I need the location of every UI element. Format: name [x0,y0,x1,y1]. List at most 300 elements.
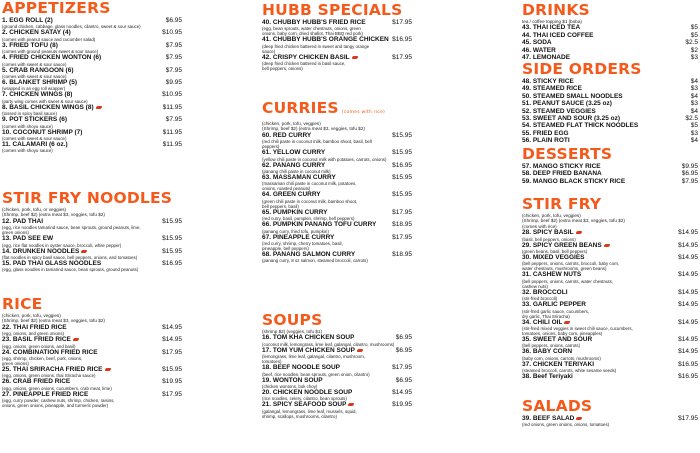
menu-item-name: 15. PAD THAI GLASS NOODLES [2,260,102,268]
menu-item-name: 48. STICKY RICE [522,78,574,85]
menu-item-name: 23. BASIL FRIED RICE [2,336,71,344]
section-header [2,190,182,207]
section-soups [262,312,412,419]
menu-item-price: $16.95 [392,36,412,44]
menu-item-price: $3 [690,85,698,93]
menu-item-description: (egg, rice noodles tamarind sauce, bean sprouts, ground peanuts, lime, [2,225,141,231]
section-title: APPETIZERS [2,0,111,17]
menu-item-description: bell peppers, basil) [262,203,299,209]
menu-item-description: (egg, glass noodles in tamarind sauce, bean sprouts, ground peanuts) [2,267,139,273]
menu-item-price: $11.95 [162,128,182,136]
menu-item [522,47,698,54]
menu-item-description: (panang curry, 8 oz salmon, steamed broccoli, carrots) [262,258,368,264]
menu-item-name: 5. CRAB RANGOON (6) [2,66,74,74]
menu-item-name: 1. EGG ROLL (2) [2,17,53,24]
menu-item-name: 3. FRIED TOFU (8) [2,41,58,49]
menu-item [2,218,182,235]
menu-item [262,174,412,191]
menu-item-row [262,174,412,181]
menu-item-description: onions, green onions, pineapple, and turmeric powder) [2,403,109,409]
menu-item-description: (stir-fried garlic sauce, cucumbers, [522,308,590,314]
menu-item-price: $4 [690,107,698,115]
menu-item-name: 35. SWEET AND SOUR [522,336,593,344]
menu-item [522,289,698,301]
menu-item-description: (massaman chili paste in coconut milk, potatoes, [262,181,357,187]
menu-item-description: (wrapped in an egg roll wrapper) [2,86,66,92]
menu-item [522,415,698,427]
section-appetizers [2,0,182,153]
menu-item [522,115,698,122]
menu-item-row [522,361,698,368]
menu-item-price: $16.95 [678,373,698,381]
menu-item [522,130,698,137]
menu-item-price: $3 [690,54,698,62]
menu-item-name: 66. PUMPKIN PANANG TOFU CURRY [262,221,377,229]
menu-item-name: 58. DEEP FRIED BANANA [522,170,602,178]
menu-item-row [2,391,182,398]
menu-item-price: $10.95 [162,91,182,99]
menu-item-name: 39. BEEF SALAD [522,415,575,422]
menu-item-name: 21. SPICY SEAFOOD SOUP [262,401,347,409]
menu-item-description: (rice noodles, celery, cilantro, bean sprouts) [262,396,347,402]
menu-item-description: sauce) [262,48,276,54]
menu-item-row [2,248,182,255]
menu-item-name: 63. MASSAMAN CURRY [262,174,336,182]
menu-item-price: $7.95 [681,177,698,185]
menu-item-name: 6. BLANKET SHRIMP (5) [2,79,77,87]
menu-item-row [522,24,698,31]
menu-item-price: $14.95 [678,336,698,344]
menu-item [2,54,182,66]
section-title: SOUPS [262,311,323,329]
section-title: STIR FRY NOODLES [2,189,173,207]
menu-item-name: 29. SPICY GREEN BEANS [522,241,602,249]
menu-item-description: (deep fried chicken battered in sweet and tangy orange [262,43,370,49]
menu-item [2,141,182,153]
section-note: (comes with rice) [341,110,385,115]
menu-item [2,349,182,366]
menu-item-row [522,319,698,326]
menu-item-row [522,271,698,278]
menu-item [2,29,182,41]
menu-item-description: water chestnuts, mushrooms, green beans) [522,266,607,272]
menu-item-row [522,47,698,54]
menu-item-description: (stir-fried broccoli) [522,296,558,302]
menu-item-name: 46. WATER [522,46,556,54]
menu-item-description: (comes with shoyu sauce) [2,123,53,129]
menu-item-description: green onions) [2,230,29,236]
menu-item-row [522,373,698,380]
menu-column-right [522,0,698,453]
section-title: RICE [2,295,43,313]
menu-item-description: (lemongrass, lime leaf, galangal, cilantro, mushroom, [262,354,365,360]
menu-item-row [522,115,698,122]
menu-item-name: 44. THAI ICED COFFEE [522,31,594,39]
section-side-orders [522,61,698,145]
menu-item-name: 9. POT STICKERS (6) [2,116,68,124]
chili-pepper-icon [73,338,79,341]
menu-item-row [522,163,698,170]
menu-item-name: 45. SODA [522,39,552,47]
menu-item-price: $15.95 [392,174,412,182]
menu-item-price: $6.95 [681,170,698,178]
menu-item-description: (egg, onions, green onions, cucumbers, crab meat, lime) [2,385,112,391]
menu-item-row [262,347,412,354]
menu-item-row [522,85,698,92]
menu-item-name: 49. STEAMED RICE [522,85,582,93]
menu-item [522,301,698,318]
section-subtitle: (Shrimp, beef $2) (extra meat $3, veggies, tofu $2) [262,126,365,132]
menu-item-description: (egg, shrimp, chicken, beef, pork, onions, [2,356,83,362]
menu-item-row [522,122,698,129]
menu-item [2,67,182,79]
section-header [262,100,412,121]
section-header [262,2,412,19]
section-title: HUBB SPECIALS [262,1,403,19]
menu-item-price: $2.5 [685,115,698,123]
menu-item [2,336,182,348]
menu-item-name: 38. Beef Teriyaki [522,373,573,381]
menu-item-price: $14.95 [678,241,698,249]
menu-item-name: 67. PINEAPPLE CURRY [262,233,335,241]
menu-item-price: $17.95 [678,415,698,422]
menu-item-name: 17. TOM YUM CHICKEN SOUP [262,346,355,354]
section-rice [2,296,182,408]
menu-item-name: 68. PANANG SALMON CURRY [262,251,356,259]
menu-item-row [2,141,182,148]
menu-item-name: 37. CHICKEN TERIYAKI [522,360,594,368]
menu-item-name: 42. CRISPY CHICKEN BASIL [262,53,350,61]
menu-item [522,348,698,360]
menu-item [262,149,412,161]
section-salads [522,398,698,427]
menu-item [262,19,412,36]
menu-item-name: 65. PUMPKIN CURRY [262,208,328,216]
menu-item-price: $15.95 [162,217,182,225]
menu-item-row [262,251,412,258]
menu-item-name: 13. PAD SEE EW [2,235,54,243]
menu-item-description: (comes with peanut sauce and cucumber salad) [2,36,96,42]
menu-item-row [262,54,412,61]
menu-item-row [2,91,182,98]
menu-item-price: $19.95 [392,401,412,409]
menu-item-description: (bell peppers, onions, carrots, broccoli, baby corn, [522,261,620,267]
menu-item-description: (egg, onions, green onions, and basil) [2,343,76,349]
menu-item-description: (ground chicken, cabbage, glass noodles, cilantro, sweet & sour sauce) [2,24,141,30]
menu-item-price: $9.95 [681,163,698,170]
menu-item [522,361,698,373]
menu-item-price: $14.95 [678,318,698,326]
menu-item-row [522,178,698,185]
menu-item-row [262,389,412,396]
menu-item [522,163,698,170]
menu-item-name: 56. PLAIN ROTI [522,137,570,145]
section-curries [262,100,412,263]
menu-item [2,260,182,272]
menu-item-row [522,289,698,296]
menu-item-description: (yellow chili paste in coconut milk with potatoes, carrots, onions) [262,156,387,162]
menu-item [2,104,182,116]
menu-item-price: $7.95 [165,116,182,124]
menu-item-row [262,36,412,43]
menu-item [262,389,412,401]
section-subtitle: (chicken, pork, tofu, or veggies) [2,207,67,212]
section-header [2,296,182,313]
menu-item-price: $7.95 [165,66,182,74]
menu-item [522,178,698,185]
menu-item-row [522,93,698,100]
section-subtitle: (shrimp $2) (veggies, tofu $1) [262,329,322,334]
menu-item [522,137,698,144]
menu-item-row [2,336,182,343]
menu-item-row [522,415,698,422]
menu-item-price: $15.95 [392,131,412,139]
menu-item [262,377,412,389]
menu-item-name: 61. YELLOW CURRY [262,149,326,157]
menu-item-price: $5 [690,122,698,130]
menu-item-name: 60. RED CURRY [262,131,312,139]
menu-item-price: $6.95 [395,346,412,354]
section-subtitle: tea / coffee topping $1 (boba) [522,19,582,24]
menu-item-name: 54. STEAMED FLAT THICK NOODLES [522,122,639,130]
menu-item-price: $11.95 [162,103,182,111]
menu-item-description: tomatoes) [262,359,282,365]
section-header [262,312,412,329]
menu-item-description: (party wing comes with sweet & sour sauce) [2,98,88,104]
menu-item-row [522,100,698,107]
section-header [522,146,698,163]
menu-item-description: (beef, rice noodles, bean sprouts, green onion, cilantro) [262,371,370,377]
menu-item [262,334,412,346]
menu-item-price: $10.95 [162,29,182,37]
menu-item-name: 19. WONTON SOUP [262,376,323,384]
menu-item-price: $16.95 [678,360,698,368]
menu-item-row [522,254,698,261]
menu-item-row [522,336,698,343]
menu-item-price: $17.95 [392,19,412,26]
menu-item-name: 52. STEAMED VEGGIES [522,107,596,115]
menu-item-description: (egg, onions, green onions, thai Sriracha sauce) [2,373,96,379]
menu-item-description: (egg, rice flat noodles in oyster sauce, broccoli, white pepper) [2,242,122,248]
menu-item-description: green onions) [2,361,29,367]
menu-item-row [2,129,182,136]
menu-item-description: (red curry, shrimp, cherry tomatoes, basil, [262,241,343,247]
section-header [522,196,698,213]
menu-item-description: (basil, bell peppers, onions) [522,236,576,242]
menu-item-price: $5 [690,31,698,39]
menu-item-name: 8. BASIL CHICKEN WINGS (8) [2,103,94,111]
menu-item-price: $17.95 [162,390,182,398]
menu-item-price: $4 [690,92,698,100]
menu-item-description: pineapple, bell peppers) [262,246,309,252]
section-subtitle: (Shrimp, beef $2) (extra meat $3, veggies, tofu $2) [2,212,105,218]
menu-item-name: 51. PEANUT SAUCE (3.25 oz) [522,100,612,108]
menu-item-description: (comes with ground peanuts sweet & sour sauce) [2,49,99,55]
menu-item-name: 2. CHICKEN SATAY (4) [2,29,71,37]
menu-item-name: 59. MANGO BLACK STICKY RICE [522,177,626,185]
menu-item-row [2,235,182,242]
menu-item-description: (panang curry, fried tofu, pumpkin) [262,228,329,234]
menu-item-price: $17.95 [392,53,412,61]
menu-item [522,336,698,348]
menu-item-description: (chicken wontons, bok choy) [262,384,318,390]
section-header [522,398,698,415]
menu-item-description: (comes with sweet & sour sauce) [2,136,67,142]
menu-item-name: 50. STEAMED SMALL NOODLES [522,92,623,100]
section-title: SALADS [522,397,593,415]
section-subtitle: (chicken, pork, tofu, veggies) [262,121,321,126]
menu-item-price: $2 [690,46,698,54]
menu-item-name: 36. BABY CORN [522,348,573,356]
menu-item [522,108,698,115]
menu-item-name: 32. BROCCOLI [522,288,568,296]
menu-item [262,364,412,376]
menu-item-price: $17.95 [162,348,182,356]
menu-item-price: $14.95 [162,323,182,331]
menu-item-name: 62. PANANG CURRY [262,161,326,169]
menu-item-name: 10. COCONUT SHRIMP (7) [2,128,83,136]
menu-item [262,221,412,233]
menu-item [262,401,412,418]
menu-item-description: (red chili paste in coconut milk, bamboo shoot, basil, bell [262,139,372,145]
chili-pepper-icon [604,244,610,247]
menu-item-description: (egg, curry powder, cashew nuts, shrimp, chicken, raisins, [2,398,115,404]
menu-item-row [522,170,698,177]
menu-item-row [2,67,182,74]
menu-item [2,391,182,408]
menu-item-price: $11.95 [162,141,182,149]
menu-item [2,248,182,260]
menu-item [2,91,182,103]
menu-item [262,191,412,208]
section-subtitle: (chicken, pork, tofu, veggies) [522,213,581,218]
menu-item-price: $6.95 [395,334,412,342]
menu-item-price: $19.95 [162,378,182,386]
menu-item-price: $6.95 [165,17,182,24]
menu-item-price: $2.5 [685,39,698,47]
menu-item-price: $18.95 [392,221,412,229]
menu-item-description: (green beans, basil, bell peppers) [522,249,588,255]
menu-item-name: 4. FRIED CHICKEN WONTON (6) [2,54,102,62]
menu-item [522,78,698,85]
menu-item-price: $14.95 [678,254,698,262]
menu-item-description: (tossed in spicy basil sauce) [2,111,57,117]
menu-item-name: 64. GREEN CURRY [262,191,321,199]
menu-item-row [262,19,412,26]
section-drinks [522,2,698,61]
menu-item-description: (coconut milk, lemongrass, lime leaf, galangal, cilantro, mushrooms) [262,341,395,347]
menu-item-row [2,42,182,49]
chili-pepper-icon [105,368,111,371]
menu-item [262,54,412,71]
menu-item-description: (panang chili paste in coconut milk) [262,169,331,175]
menu-item [2,17,182,29]
section-title: CURRIES [262,99,339,117]
menu-item-description: (green chili paste in coconut milk, bamboo shoot, [262,198,358,204]
menu-item-name: 25. THAI SRIRACHA FRIED RICE [2,366,103,374]
menu-item-price: $15.95 [392,149,412,157]
menu-item-price: $16.95 [392,161,412,169]
menu-item-price: $5 [690,24,698,32]
chili-pepper-icon [564,321,570,324]
menu-item-row [2,17,182,24]
menu-item-row [262,377,412,384]
menu-item [522,39,698,46]
menu-item [522,170,698,177]
menu-item-description: (egg, onions, and green onions) [2,331,65,337]
menu-item-row [2,54,182,61]
menu-item-price: $3 [690,100,698,108]
menu-item-price: $15.95 [162,366,182,374]
section-title: DESSERTS [522,145,613,163]
menu-item [262,36,412,53]
menu-item [522,319,698,336]
menu-item-row [2,79,182,86]
menu-item-row [522,229,698,236]
section-title: SIDE ORDERS [522,60,642,78]
menu-item [522,100,698,107]
menu-item-name: 27. PINEAPPLE FRIED RICE [2,390,89,398]
menu-item-description: onions, baby corn, dried shallot, Thai BBQ red pork) [262,31,363,37]
menu-item-name: 20. CHICKEN NOODLE SOUP [262,389,353,397]
menu-item-name: 7. CHICKEN WINGS (8) [2,91,73,99]
section-subtitle: (comes with rice) [522,223,557,229]
menu-item-name: 40. CHUBBY HUBB'S FRIED RICE [262,19,366,26]
menu-item [522,24,698,31]
menu-item [522,93,698,100]
menu-item-price: $3 [690,129,698,137]
menu-item-price: $4 [690,137,698,145]
menu-item [522,229,698,241]
menu-item-row [522,301,698,308]
section-subtitle: (Shrimp, beef $2) (extra meat $3, veggies, tofu $2) [2,318,105,324]
menu-item [262,132,412,149]
menu-item-row [522,108,698,115]
section-title: STIR FRY [522,195,602,213]
menu-item [522,242,698,254]
menu-item-row [522,137,698,144]
menu-item-description: (comes with sweet & sour sauce) [2,61,67,67]
menu-item-price: $17.95 [392,364,412,372]
menu-item [2,324,182,336]
menu-item-row [2,366,182,373]
menu-item [262,209,412,221]
menu-item-row [522,130,698,137]
menu-item-row [262,132,412,139]
menu-item-name: 12. PAD THAI [2,217,44,225]
menu-item-description: (galangal, lemongrass, lime leaf, mussels, squid, [262,408,357,414]
menu-item-row [262,334,412,341]
menu-item-row [262,234,412,241]
chili-pepper-icon [96,106,102,109]
menu-item-name: 24. COMBINATION FRIED RICE [2,348,98,356]
menu-item-row [522,348,698,355]
menu-item-name: 53. SWEET AND SOUR (3.25 oz) [522,115,620,123]
menu-item [522,85,698,92]
section-stir-fry-noodles [2,190,182,272]
menu-item-price: $15.95 [392,191,412,199]
menu-item-row [262,191,412,198]
menu-item-description: shrimp, scallops, mushrooms, cilantro) [262,413,337,419]
menu-item [522,373,698,380]
menu-item-name: 33. GARLIC PEPPER [522,301,586,309]
menu-item-price: $15.95 [162,247,182,255]
menu-item-row [262,209,412,216]
menu-item-price: $14.95 [392,389,412,397]
section-title: DRINKS [522,1,590,19]
menu-item [2,79,182,91]
menu-item-name: 31. CASHEW NUTS [522,271,582,279]
